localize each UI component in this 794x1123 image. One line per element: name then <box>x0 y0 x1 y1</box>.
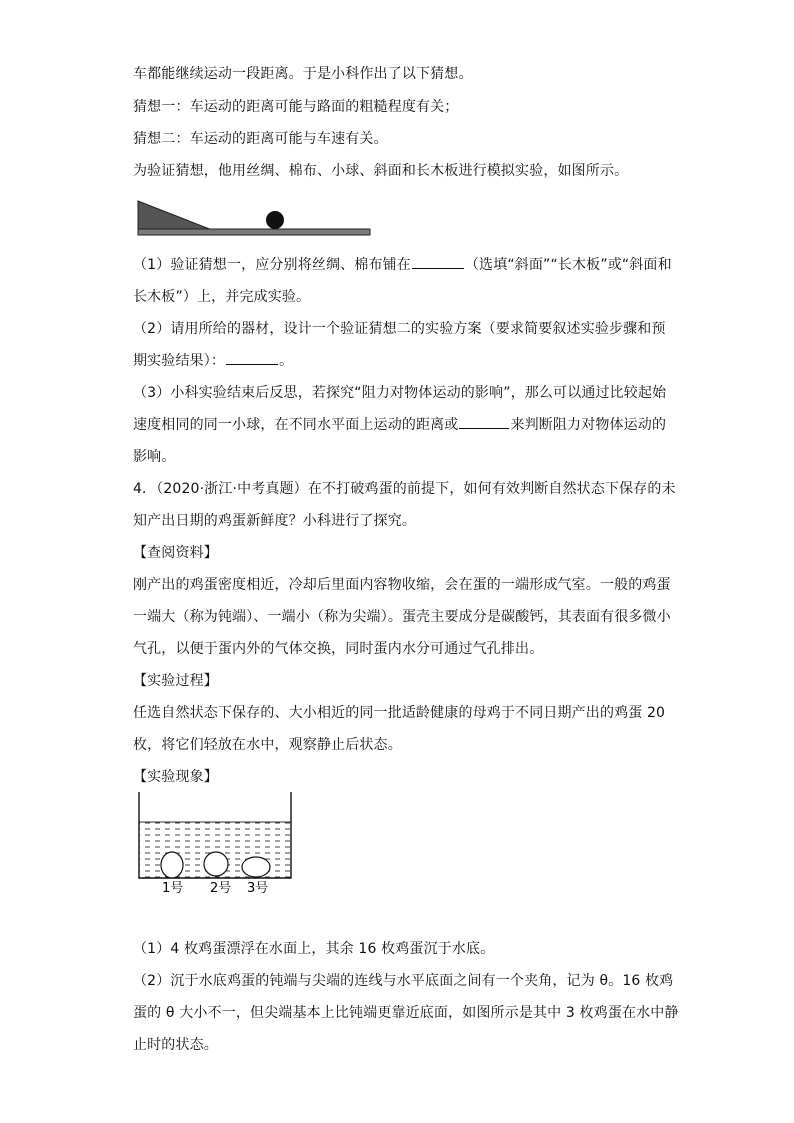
incline-ball-figure <box>136 198 374 240</box>
text-line: 刚产出的鸡蛋密度相近，冷却后里面内容物收缩，会在蛋的一端形成气室。一般的鸡蛋 <box>133 577 671 593</box>
hypothesis-one: 猜想一：车运动的距离可能与路面的粗糙程度有关； <box>133 99 459 115</box>
question-2-line-2: 期实验结果）： 。 <box>133 353 294 369</box>
section-heading-phenomena: 【实验现象】 <box>133 769 218 785</box>
eggs-in-water-figure <box>134 790 298 898</box>
question-2-line-1: （2）请用所给的器材，设计一个验证猜想二的实验方案（要求简要叙述实验步骤和预 <box>133 321 666 337</box>
question-1-line-1: （1）验证猜想一，应分别将丝绸、棉布铺在 （选填“斜面”“长木板”或“斜面和 <box>133 257 672 273</box>
section-heading-reference: 【查阅资料】 <box>133 545 218 561</box>
section-heading-process: 【实验过程】 <box>133 673 218 689</box>
egg-3 <box>242 857 270 877</box>
egg-2 <box>204 852 228 876</box>
ball <box>266 211 284 229</box>
phenomenon-2-line-3: 止时的状态。 <box>133 1037 218 1053</box>
egg-2-label: 2号 <box>210 881 232 896</box>
text-line: 任选自然状态下保存的、大小相近的同一批适龄健康的母鸡于不同日期产出的鸡蛋 20 <box>133 705 666 721</box>
question-3-line-2: 速度相同的同一小球，在不同水平面上运动的距离或 来判断阻力对物体运动的 <box>133 417 667 433</box>
text-line: 车都能继续运动一段距离。于是小科作出了以下猜想。 <box>133 66 473 82</box>
text-line: 为验证猜想，他用丝绸、棉布、小球、斜面和长木板进行模拟实验，如图所示。 <box>133 163 629 179</box>
answer-blank[interactable] <box>226 363 278 365</box>
question-3-line-1: （3）小科实验结束后反思，若探究“阻力对物体运动的影响”，那么可以通过比较起始 <box>133 385 667 401</box>
answer-blank[interactable] <box>412 267 464 269</box>
phenomenon-2-line-2: 蛋的 θ 大小不一，但尖端基本上比钝端更靠近底面，如图所示是其中 3 枚鸡蛋在水中静 <box>133 1005 679 1021</box>
text-line: 气孔，以便于蛋内外的气体交换，同时蛋内水分可通过气孔排出。 <box>133 641 544 657</box>
long-board <box>138 229 370 235</box>
hypothesis-two: 猜想二：车运动的距离可能与车速有关。 <box>133 131 388 147</box>
problem-4-line-1: 4．（2020·浙江·中考真题）在不打破鸡蛋的前提下，如何有效判断自然状态下保存的未 <box>133 481 676 497</box>
egg-1 <box>161 852 183 878</box>
problem-4-line-2: 知产出日期的鸡蛋新鲜度？小科进行了探究。 <box>133 513 416 529</box>
phenomenon-2-line-1: （2）沉于水底鸡蛋的钝端与尖端的连线与水平底面之间有一个夹角，记为 θ。16 枚鸡 <box>133 973 674 989</box>
question-3-line-3: 影响。 <box>133 449 176 465</box>
incline-ramp <box>138 201 212 230</box>
egg-3-label: 3号 <box>247 881 269 896</box>
phenomenon-1: （1）4 枚鸡蛋漂浮在水面上，其余 16 枚鸡蛋沉于水底。 <box>133 941 495 957</box>
text-line: 枚，将它们轻放在水中，观察静止后状态。 <box>133 737 402 753</box>
text-line: 一端大（称为钝端）、一端小（称为尖端）。蛋壳主要成分是碳酸钙，其表面有很多微小 <box>133 609 671 625</box>
egg-1-label: 1号 <box>162 881 184 896</box>
question-1-line-2: 长木板”）上，并完成实验。 <box>133 289 311 305</box>
answer-blank[interactable] <box>459 427 509 429</box>
